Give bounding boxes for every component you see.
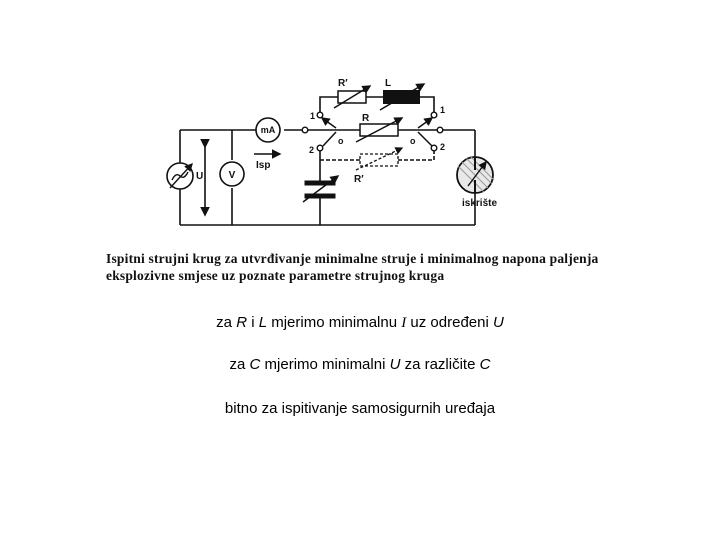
v-label: V (228, 170, 236, 181)
pos2-left-label: 2 (309, 145, 315, 155)
iskriste-label: iskrište (462, 198, 498, 209)
ma-label: mA (260, 125, 276, 135)
u-label: U (196, 171, 204, 182)
o-right-label: o (410, 136, 416, 146)
l-label: L (385, 78, 392, 89)
spark-gap (457, 156, 494, 193)
figure-caption: Ispitni strujni krug za utvrđivanje minimalne struje i minimalnog napona paljenja eksplozivne smjese uz poznate parametre strujnog kruga (106, 251, 599, 283)
note-line-2: za C mjerimo minimalni U za različite C (229, 356, 491, 373)
pos1-right-label: 1 (440, 105, 446, 115)
pos2-right-label: 2 (440, 142, 446, 152)
o-left-label: o (338, 136, 344, 146)
variable-resistor-top (334, 86, 370, 108)
pos1-left-label: 1 (310, 111, 316, 121)
note-line-1: za R i L mjerimo minimalnu I uz određeni U (216, 314, 504, 331)
r-prime-top-label: R′ (338, 78, 348, 89)
circuit-diagram (0, 0, 720, 250)
adjustable-source (167, 163, 203, 189)
r-prime-bottom-label: R′ (354, 174, 364, 185)
r-label: R (362, 113, 370, 124)
voltmeter (220, 162, 244, 186)
note-line-3: bitno za ispitivanje samosigurnih uređaja (224, 400, 496, 417)
milliammeter (256, 118, 280, 142)
variable-resistor-bottom (356, 148, 402, 170)
isp-label: Isp (256, 160, 271, 171)
